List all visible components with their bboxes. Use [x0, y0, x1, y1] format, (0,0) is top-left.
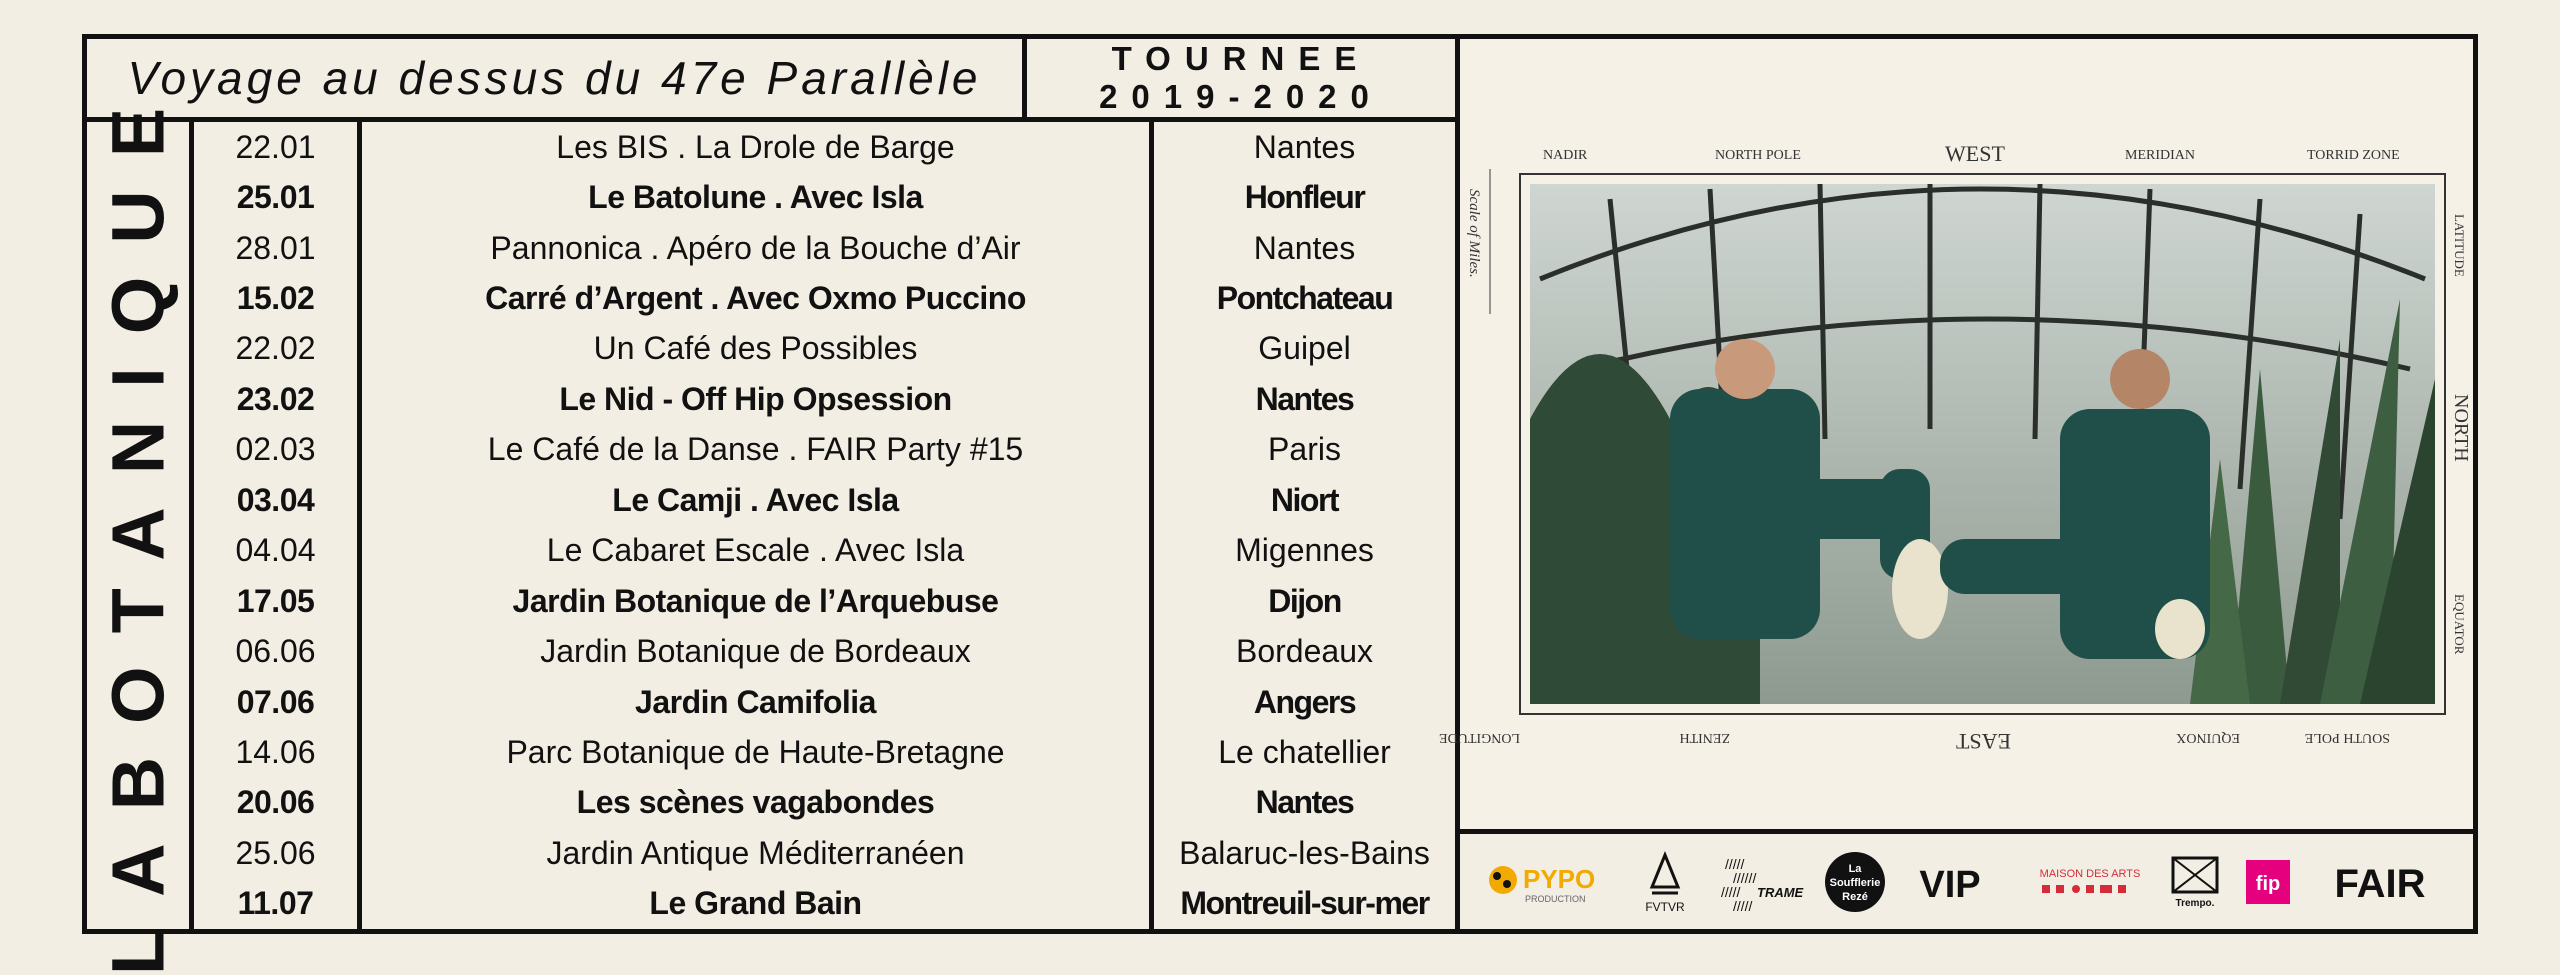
date-cell: 22.02 — [235, 330, 316, 367]
tour-years: 2019-2020 — [1099, 78, 1383, 115]
svg-text://///: ///// — [1725, 855, 1745, 872]
svg-text://///: ///// — [1733, 897, 1753, 914]
band-photo — [1439, 39, 2473, 829]
bottom-label-south-pole: SOUTH POLE — [2304, 730, 2390, 745]
scale-label: Scale of Miles. — [1466, 189, 1482, 278]
sponsor-logos — [1460, 834, 2473, 929]
venue-cell: Les BIS . La Drole de Barge — [556, 128, 955, 165]
artist-name: LABOTANIQUE — [96, 74, 180, 975]
date-cell: 11.07 — [237, 885, 314, 922]
svg-text://////: ////// — [1733, 869, 1757, 886]
trame-logo — [1715, 834, 1805, 929]
date-cell: 28.01 — [235, 229, 316, 266]
date-cell: 23.02 — [236, 380, 315, 417]
date-cell: 15.02 — [236, 280, 315, 317]
svg-text:La: La — [1848, 862, 1862, 875]
venue-cell: Jardin Camifolia — [635, 683, 876, 720]
city-cell: Nantes — [1253, 229, 1356, 266]
city-cell: Dijon — [1268, 582, 1341, 619]
venue-cell: Jardin Botanique de l’Arquebuse — [512, 582, 999, 619]
date-cell: 22.01 — [235, 128, 316, 165]
right-label-equator: EQUATOR — [2452, 594, 2467, 655]
city-cell: Angers — [1253, 683, 1356, 720]
city-cell: Nantes — [1253, 128, 1356, 165]
fip-logo — [2240, 834, 2295, 929]
venue-cell: Jardin Antique Méditerranéen — [546, 834, 965, 871]
fvtvr-logo — [1630, 834, 1700, 929]
city-cell: Pontchateau — [1216, 280, 1393, 317]
date-cell: 17.05 — [236, 582, 315, 619]
bottom-label-east: EAST — [1956, 729, 2011, 754]
city-cell: Guipel — [1258, 330, 1351, 367]
venue-cell: Le Café de la Danse . FAIR Party #15 — [487, 431, 1024, 468]
date-cell: 14.06 — [235, 733, 316, 770]
top-label-torrid-zone: TORRID ZONE — [2307, 148, 2400, 163]
city-cell: Migennes — [1235, 532, 1374, 569]
trempo-logo — [2165, 834, 2225, 929]
dates-column — [194, 122, 362, 929]
venue-cell: Le Camji . Avec Isla — [612, 481, 899, 518]
top-label-west: WEST — [1945, 141, 2005, 166]
la-soufflerie-logo — [1820, 834, 1890, 929]
svg-text:MAISON DES ARTS: MAISON DES ARTS — [2039, 867, 2141, 880]
city-cell: Nantes — [1255, 784, 1354, 821]
city-cell: Balaruc-les-Bains — [1179, 834, 1430, 871]
venues-column — [362, 122, 1154, 929]
city-cell: Montreuil-sur-mer — [1180, 885, 1429, 922]
venue-cell: Le Batolune . Avec Isla — [588, 179, 923, 216]
city-cell: Nantes — [1255, 380, 1354, 417]
venue-cell: Un Café des Possibles — [593, 330, 918, 367]
date-cell: 25.06 — [235, 834, 316, 871]
bottom-label-zenith: ZENITH — [1679, 730, 1730, 745]
date-cell: 25.01 — [236, 179, 315, 216]
venue-cell: Jardin Botanique de Bordeaux — [540, 633, 971, 670]
svg-text:Soufflerie: Soufflerie — [1829, 876, 1881, 889]
svg-text:TRAME: TRAME — [1757, 884, 1804, 900]
city-cell: Bordeaux — [1236, 633, 1373, 670]
city-cell: Paris — [1268, 431, 1341, 468]
venue-cell: Le Grand Bain — [649, 885, 862, 922]
date-cell: 02.03 — [235, 431, 316, 468]
date-cell: 06.06 — [235, 633, 316, 670]
venue-cell: Le Nid - Off Hip Opsession — [559, 380, 952, 417]
date-cell: 07.06 — [236, 683, 315, 720]
fair-logo — [2305, 834, 2455, 929]
right-label-latitude: LATITUDE — [2452, 214, 2467, 277]
venue-cell: Le Cabaret Escale . Avec Isla — [546, 532, 965, 569]
vip-logo — [1900, 834, 2000, 929]
venue-cell: Carré d’Argent . Avec Oxmo Puccino — [485, 280, 1026, 317]
top-label-nadir: NADIR — [1543, 148, 1588, 163]
svg-text:FAIR: FAIR — [2334, 861, 2426, 906]
date-cell: 20.06 — [236, 784, 315, 821]
poster-title: Voyage au dessus du 47e Parallèle — [87, 39, 1027, 122]
venue-cell: Pannonica . Apéro de la Bouche d’Air — [490, 229, 1021, 266]
bottom-label-longitude: LONGITUDE — [1439, 730, 1520, 745]
tour-label: TOURNEE — [1111, 40, 1371, 77]
bottom-label-equinox: EQUINOX — [2176, 730, 2240, 745]
photo-panel — [1439, 39, 2473, 834]
top-label-north-pole: NORTH POLE — [1715, 148, 1801, 163]
svg-text:Rezé: Rezé — [1842, 890, 1868, 903]
pypo-logo — [1485, 834, 1615, 929]
svg-text:VIP: VIP — [1919, 863, 1981, 906]
venue-cell: Les scènes vagabondes — [576, 784, 935, 821]
tour-poster — [82, 34, 2478, 975]
svg-text:fip: fip — [2255, 872, 2280, 895]
city-cell: Le chatellier — [1218, 733, 1391, 770]
artist-column — [87, 74, 194, 975]
svg-text:FVTVR: FVTVR — [1645, 899, 1685, 914]
date-cell: 03.04 — [236, 481, 315, 518]
svg-text://///: ///// — [1721, 883, 1741, 900]
venue-cell: Parc Botanique de Haute-Bretagne — [506, 733, 1005, 770]
svg-text:PYPO: PYPO — [1523, 863, 1596, 894]
svg-text:PRODUCTION: PRODUCTION — [1525, 893, 1586, 904]
cities-column — [1154, 122, 1460, 929]
date-cell: 04.04 — [235, 532, 316, 569]
city-cell: Niort — [1270, 481, 1339, 518]
top-label-meridian: MERIDIAN — [2125, 148, 2195, 163]
tour-heading — [1027, 39, 1460, 122]
svg-text:Trempo.: Trempo. — [2175, 897, 2215, 909]
maison-des-arts-logo — [2020, 834, 2160, 929]
right-label-north: NORTH — [2450, 394, 2472, 462]
city-cell: Honfleur — [1244, 179, 1365, 216]
